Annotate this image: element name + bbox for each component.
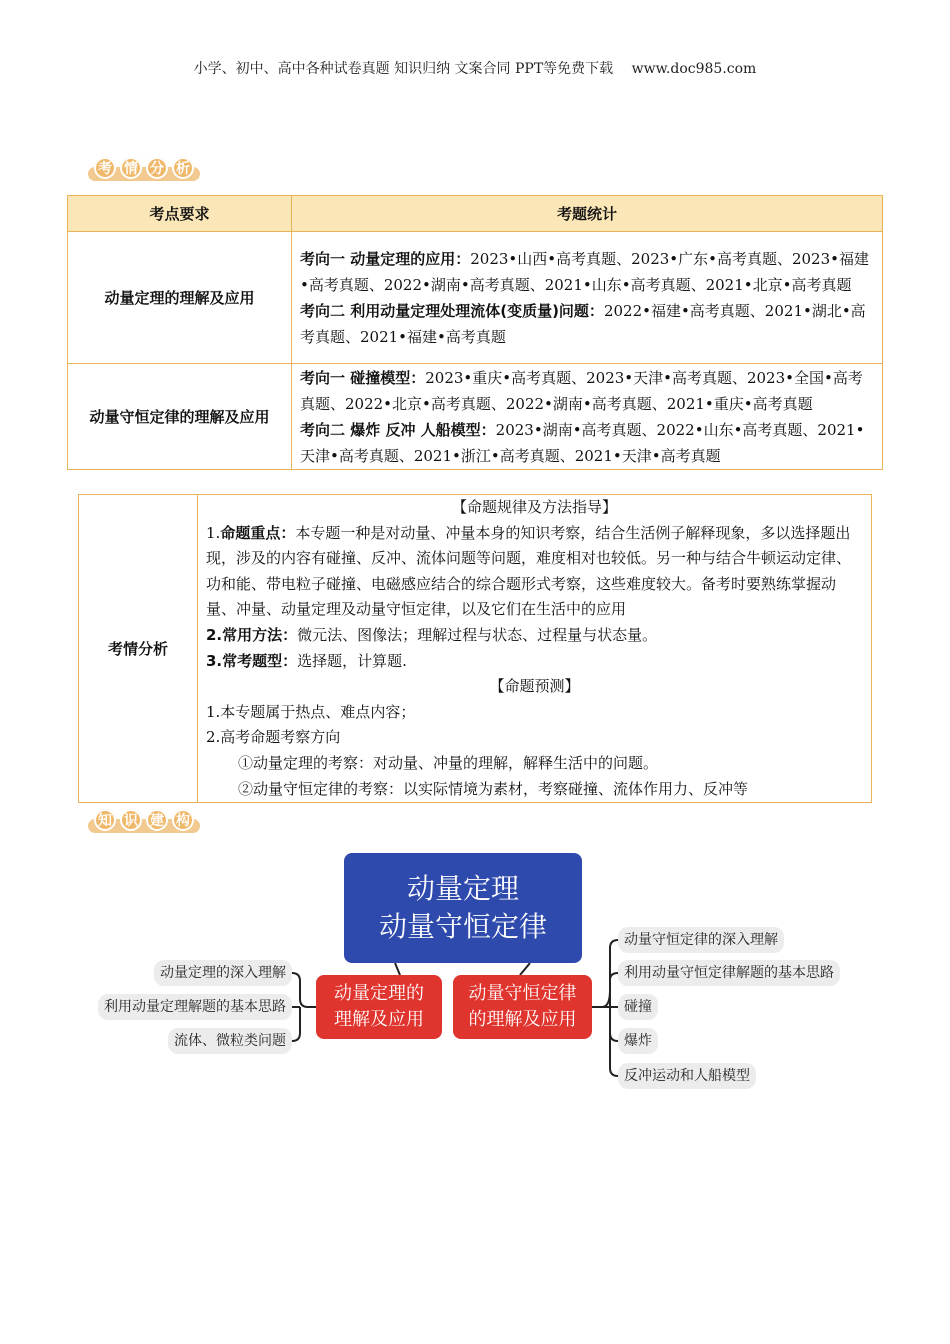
badge-char: 情 <box>120 157 142 179</box>
paragraph: ②动量守恒定律的考察：以实际情境为素材，考察碰撞、流体作用力、反冲等 <box>238 779 749 798</box>
analysis-label: 考情分析 <box>79 495 198 803</box>
column-header: 考题统计 <box>292 196 883 232</box>
paragraph: ①动量定理的考察：对动量、冲量的理解，解释生活中的问题。 <box>238 753 659 772</box>
mindmap-leaf: 利用动量定理解题的基本思路 <box>98 994 292 1020</box>
section-heading: 【命题预测】 <box>489 677 580 696</box>
badge-char: 考 <box>94 157 116 179</box>
mindmap-leaf: 流体、微粒类问题 <box>168 1028 292 1054</box>
badge-char: 知 <box>94 809 116 831</box>
mindmap-root: 动量定理 动量守恒定律 <box>344 853 582 963</box>
topic-cell: 动量守恒定律的理解及应用 <box>68 364 292 470</box>
column-header: 考点要求 <box>68 196 292 232</box>
stats-cell: 考向一 碰撞模型：2023•重庆•高考真题、2023•天津•高考真题、2023•全国•高考真题、2022•北京•高考真题、2022•湖南•高考真题、2021•重庆•高考真题 考向二 爆炸 反冲 人船模型：2023•湖南•高考真题、2022•山东•高考真题、2021•天津•高考真题、2021•浙江•高考真题、2021•天津•高考真题 <box>292 364 883 470</box>
mindmap-leaf: 反冲运动和人船模型 <box>618 1063 756 1089</box>
paragraph: 3.常考题型：选择题，计算题. <box>206 651 407 670</box>
badge-char: 分 <box>146 157 168 179</box>
topic-cell: 动量定理的理解及应用 <box>68 232 292 364</box>
badge-char: 识 <box>120 809 142 831</box>
section-heading: 【命题规律及方法指导】 <box>451 498 617 516</box>
mindmap-leaf: 动量守恒定律的深入理解 <box>618 927 784 953</box>
badge-char: 析 <box>172 157 194 179</box>
paragraph: 1.本专题属于热点、难点内容； <box>206 702 416 721</box>
mindmap-leaf: 动量定理的深入理解 <box>154 960 292 986</box>
badge-char: 建 <box>146 809 168 831</box>
paragraph: 2.常用方法：微元法、图像法；理解过程与状态、过程量与状态量。 <box>206 625 658 644</box>
badge-char: 构 <box>172 809 194 831</box>
page-header: 小学、初中、高中各种试卷真题 知识归纳 文案合同 PPT等免费下载 www.doc985.com <box>193 61 757 77</box>
mindmap-branch-momentum-theorem: 动量定理的 理解及应用 <box>316 975 442 1039</box>
paragraph: 1.命题重点：本专题一种是对动量、冲量本身的知识考察，结合生活例子解释现象，多以选择题出现，涉及的内容有碰撞、反冲、流体问题等问题，难度相对也较低。另一种与结合牛顿运动定律、功和能、带电粒子碰撞、电磁感应结合的综合题形式考察，这些难度较大。备考时要熟练掌握动量、冲量、动量定理及动量守恒定律，以及它们在生活中的应用 <box>206 523 852 619</box>
mindmap-leaf: 碰撞 <box>618 994 658 1020</box>
mindmap-leaf: 利用动量守恒定律解题的基本思路 <box>618 960 840 986</box>
mindmap-leaf: 爆炸 <box>618 1028 658 1054</box>
paragraph: 2.高考命题考察方向 <box>206 728 341 747</box>
mindmap-branch-conservation: 动量守恒定律 的理解及应用 <box>453 975 592 1039</box>
stats-cell: 考向一 动量定理的应用：2023•山西•高考真题、2023•广东•高考真题、2023•福建•高考真题、2022•湖南•高考真题、2021•山东•高考真题、2021•北京•高考真题 考向二 利用动量定理处理流体(变质量)问题：2022•福建•高考真题、2021•湖北•高考真题、2021•福建•高考真题 <box>292 232 883 364</box>
